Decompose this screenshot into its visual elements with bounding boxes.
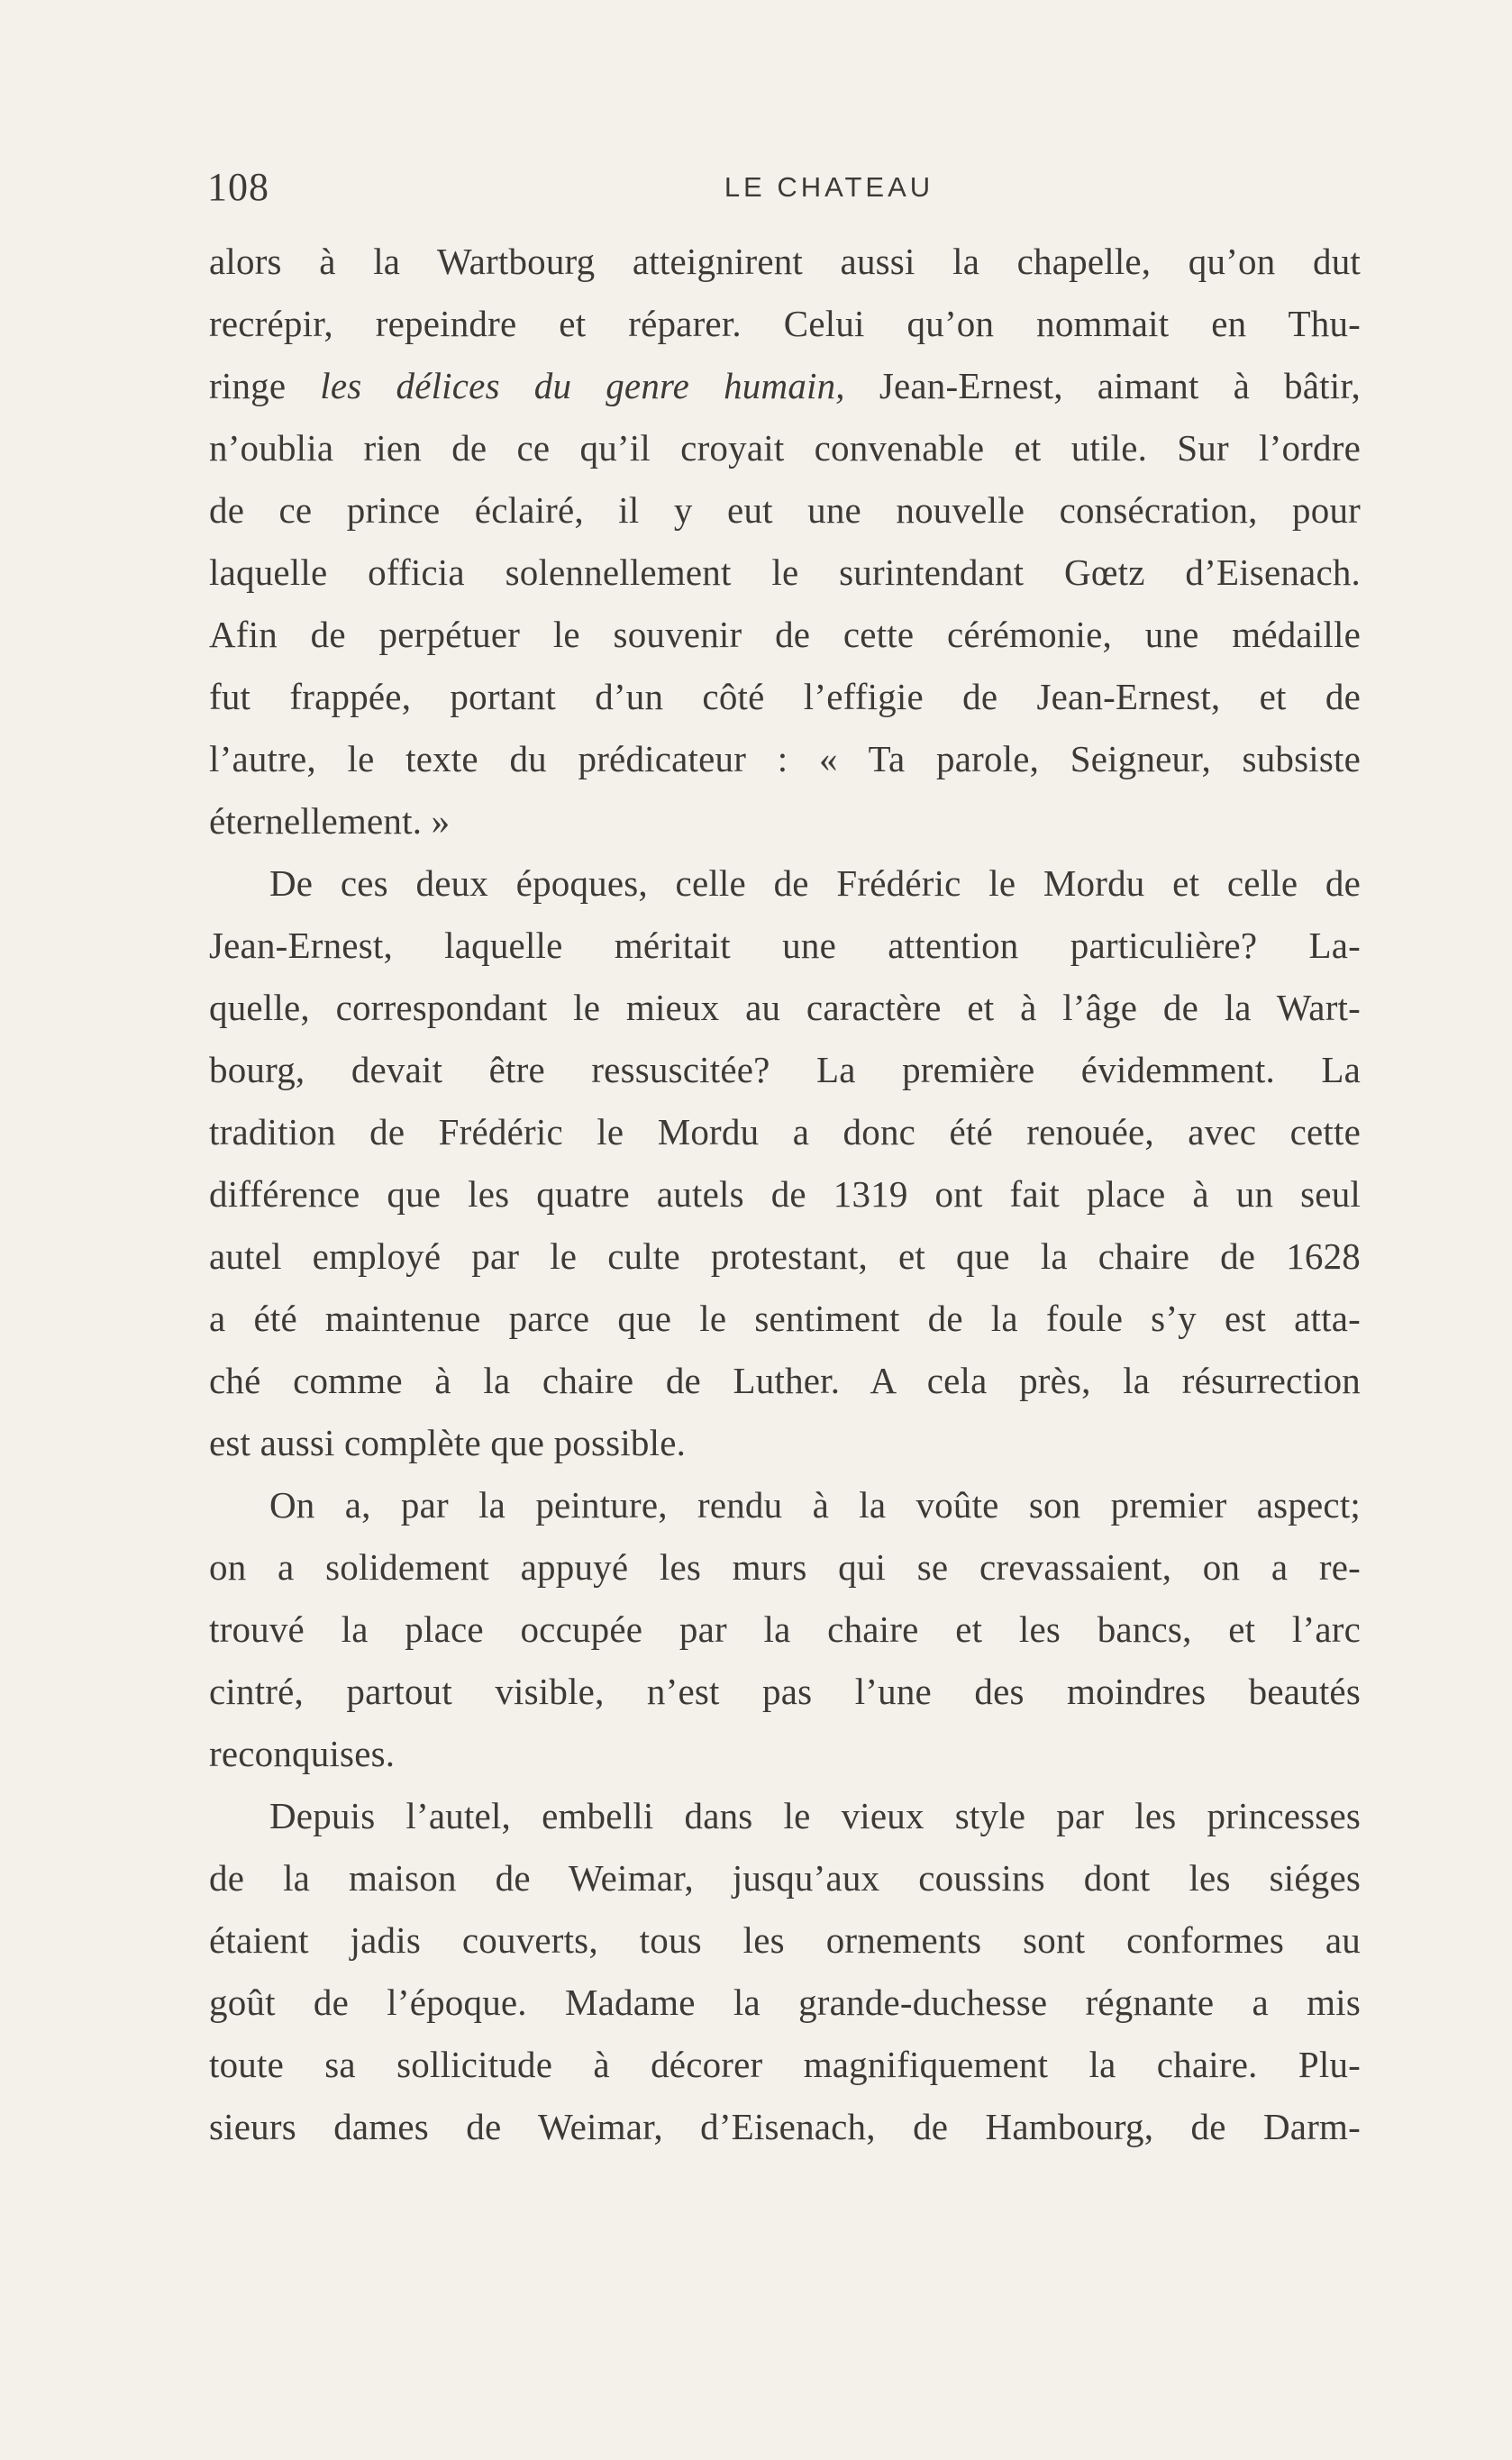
text-segment: Jean-Ernest, aimant à bâtir, [844, 365, 1361, 406]
text-line: n’oublia rien de ce qu’il croyait convenable et utile. Sur l’ordre [209, 427, 1361, 469]
text-line [209, 355, 1361, 417]
italic-phrase: les délices du genre humain, [320, 365, 845, 406]
text-line: Afin de perpétuer le souvenir de cette cérémonie, une médaille [209, 614, 1361, 655]
text-line: est aussi complète que possible. [209, 1422, 687, 1463]
text-line: toute sa sollicitude à décorer magnifiquement la chaire. Plu- [209, 2044, 1361, 2085]
text-line: alors à la Wartbourg atteignirent aussi la chapelle, qu’on dut [209, 241, 1361, 282]
text-line: étaient jadis couverts, tous les ornements sont conformes au [209, 1919, 1361, 1961]
text-line: a été maintenue parce que le sentiment de la foule s’y est atta- [209, 1298, 1361, 1339]
text-line: de la maison de Weimar, jusqu’aux coussins dont les siéges [209, 1857, 1361, 1899]
text-line: Jean-Ernest, laquelle méritait une attention particulière? La- [209, 925, 1361, 966]
text-line: de ce prince éclairé, il y eut une nouvelle consécration, pour [209, 489, 1361, 531]
text-line: recrépir, repeindre et réparer. Celui qu’on nommait en Thu- [209, 303, 1361, 344]
text-line: sieurs dames de Weimar, d’Eisenach, de Hambourg, de Darm- [209, 2106, 1361, 2147]
text-line: on a solidement appuyé les murs qui se crevassaient, on a re- [209, 1546, 1361, 1588]
running-title: LE CHATEAU [724, 171, 934, 203]
text-line: Depuis l’autel, embelli dans le vieux style par les princesses [269, 1795, 1361, 1836]
text-line: quelle, correspondant le mieux au caractère et à l’âge de la Wart- [209, 987, 1361, 1028]
text-line: trouvé la place occupée par la chaire et les bancs, et l’arc [209, 1608, 1361, 1650]
page-number: 108 [207, 165, 269, 209]
text-line: laquelle officia solennellement le surintendant Gœtz d’Eisenach. [209, 551, 1361, 593]
text-line: tradition de Frédéric le Mordu a donc été renouée, avec cette [209, 1111, 1361, 1153]
text-line: éternellement. » [209, 800, 451, 842]
text-line: bourg, devait être ressuscitée? La première évidemment. La [209, 1049, 1361, 1090]
text-line: fut frappée, portant d’un côté l’effigie de Jean-Ernest, et de [209, 676, 1361, 717]
text-line: reconquises. [209, 1733, 396, 1774]
text-line: différence que les quatre autels de 1319 ont fait place à un seul [209, 1173, 1361, 1215]
page-header [207, 160, 1370, 214]
body-text [209, 231, 1361, 2158]
text-line: cintré, partout visible, n’est pas l’une des moindres beautés [209, 1671, 1361, 1712]
text-line: autel employé par le culte protestant, et que la chaire de 1628 [209, 1235, 1361, 1277]
text-line: De ces deux époques, celle de Frédéric le Mordu et celle de [269, 862, 1361, 904]
text-segment: ringe [209, 365, 321, 406]
text-line: l’autre, le texte du prédicateur : « Ta parole, Seigneur, subsiste [209, 738, 1361, 779]
text-line: goût de l’époque. Madame la grande-duchesse régnante a mis [209, 1982, 1361, 2023]
text-line: ché comme à la chaire de Luther. A cela près, la résurrection [209, 1360, 1361, 1401]
text-line: On a, par la peinture, rendu à la voûte son premier aspect; [269, 1484, 1361, 1526]
